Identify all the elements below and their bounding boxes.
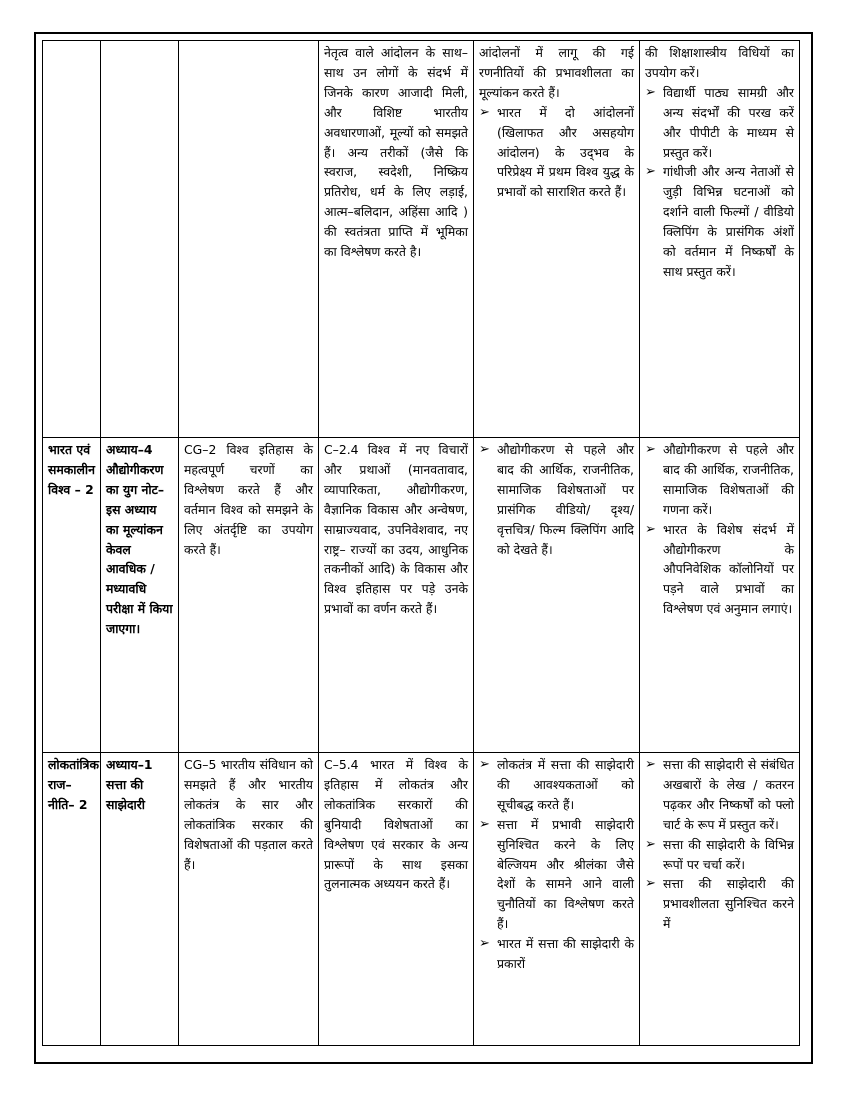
cell-curricular-goal: CG–2 विश्व इतिहास के महत्वपूर्ण चरणों का विश्लेषण करते हैं और वर्तमान विश्व को समझने के लिए अंतर्दृष्टि का उपयोग करते हैं।: [179, 438, 319, 753]
table-row: [43, 753, 800, 1046]
cell-pedagogy: [640, 438, 800, 753]
cell-pedagogy: [640, 41, 800, 438]
cell-book: भारत एवं समकालीन विश्व – 2: [43, 438, 101, 753]
list-item: ➢ भारत के विशेष संदर्भ में औद्योगीकरण के औपनिवेशिक कॉलोनियों पर पड़ने वाले प्रभावों का विश्लेषण एवं अनुमान लगाएं।: [645, 520, 794, 620]
list-item: ➢ भारत में सत्ता की साझेदारी के प्रकारों: [479, 934, 634, 974]
cell-competency: नेतृत्व वाले आंदोलन के साथ–साथ उन लोगों के संदर्भ में जिनके कारण आजादी मिली, और विशिष्ट भारतीय अवधारणाओं, मूल्यों को समझते हैं। अन्य तरीकों (जैसे कि स्वराज, स्वदेशी, निष्क्रिय प्रतिरोध, धर्म के लिए लड़ाई, आत्म–बलिदान, अहिंसा आदि ) की स्वतंत्रता प्राप्ति में भूमिका का विश्लेषण करते है।: [319, 41, 474, 438]
list-item: ➢ गांधीजी और अन्य नेताओं से जुड़ी विभिन्न घटनाओं को दर्शाने वाली फिल्मों / वीडियो क्लिपिंग के प्रासंगिक अंशों को वर्तमान में निष्कर्षों के साथ प्रस्तुत करें।: [645, 162, 794, 281]
list-item: की शिक्षाशास्त्रीय विधियों का उपयोग करें।: [645, 45, 794, 80]
list-item: ➢ सत्ता की साझेदारी की प्रभावशीलता सुनिश्चित करने में: [645, 874, 794, 934]
cell-curricular-goal: [179, 41, 319, 438]
cell-curricular-goal: CG–5 भारतीय संविधान को समझते हैं और भारतीय लोकतंत्र के सार और लोकतांत्रिक सरकार की विशेषताओं की पड़ताल करते हैं।: [179, 753, 319, 1046]
list-item: ➢ सत्ता की साझेदारी से संबंधित अखबारों के लेख / कतरन पढ़कर और निष्कर्षों को फ्लो चार्ट के रूप में प्रस्तुत करें।: [645, 755, 794, 835]
curriculum-table: [42, 40, 800, 1046]
cell-learning-outcomes: [474, 438, 640, 753]
list-item: ➢ विद्यार्थी पाठ्य सामग्री और अन्य संदर्भों की परख करें और पीपीटी के माध्यम से प्रस्तुत करें।: [645, 83, 794, 163]
cell-book: [43, 41, 101, 438]
list-item: आंदोलनों में लागू की गई रणनीतियों की प्रभावशीलता का मूल्यांकन करते हैं।: [479, 45, 634, 100]
list-item: ➢ भारत में दो आंदोलनों (खिलाफत और असहयोग आंदोलन) के उद्‌भव के परिप्रेक्ष्य में प्रथम विश्व युद्ध के प्रभावों को साराशित करते हैं।: [479, 103, 634, 203]
cell-chapter: अध्याय–1 सत्ता की साझेदारी: [101, 753, 179, 1046]
list-item: ➢ औद्योगीकरण से पहले और बाद की आर्थिक, राजनीतिक, सामाजिक विशेषताओं पर प्रासंगिक वीडियो/ दृश्य/ वृत्तचित्र/ फिल्म क्लिपिंग आदि को देखते हैं।: [479, 440, 634, 559]
table-row: [43, 41, 800, 438]
cell-book: लोकतांत्रिक राज–नीति– 2: [43, 753, 101, 1046]
list-item: ➢ लोकतंत्र में सत्ता की साझेदारी की आवश्यकताओं को सूचीबद्ध करते हैं।: [479, 755, 634, 815]
cell-competency: C–2.4 विश्व में नए विचारों और प्रथाओं (मानवतावाद, व्यापारिकता, औद्योगीकरण, वैज्ञानिक विकास और अन्वेषण, साम्राज्यवाद, उपनिवेशवाद, नए राष्ट्र– राज्यों का उदय, आधुनिक तकनीकों आदि) के विकास और विश्व इतिहास पर पड़े उनके प्रभावों का वर्णन करते हैं।: [319, 438, 474, 753]
list-item: ➢ सत्ता की साझेदारी के विभिन्न रूपों पर चर्चा करें।: [645, 835, 794, 875]
cell-chapter: [101, 41, 179, 438]
cell-learning-outcomes: [474, 753, 640, 1046]
cell-learning-outcomes: [474, 41, 640, 438]
cell-chapter: अध्याय–4 औद्योगीकरण का युग नोट– इस अध्याय का मूल्यांकन केवल आवधिक / मध्यावधि परीक्षा में किया जाएगा।: [101, 438, 179, 753]
table-row: [43, 438, 800, 753]
list-item: ➢ औद्योगीकरण से पहले और बाद की आर्थिक, राजनीतिक, सामाजिक विशेषताओं की गणना करें।: [645, 440, 794, 520]
cell-competency: C–5.4 भारत में विश्व के इतिहास में लोकतंत्र और लोकतांत्रिक सरकारों की बुनियादी विशेषताओं का विश्लेषण एवं सरकार के अन्य प्रारूपों के साथ इसका तुलनात्मक अध्ययन करते हैं।: [319, 753, 474, 1046]
list-item: ➢ सत्ता में प्रभावी साझेदारी सुनिश्चित करने के लिए बेल्जियम और श्रीलंका जैसे देशों के सामने आने वाली चुनौतियों का विश्लेषण करते हैं।: [479, 815, 634, 934]
cell-pedagogy: [640, 753, 800, 1046]
